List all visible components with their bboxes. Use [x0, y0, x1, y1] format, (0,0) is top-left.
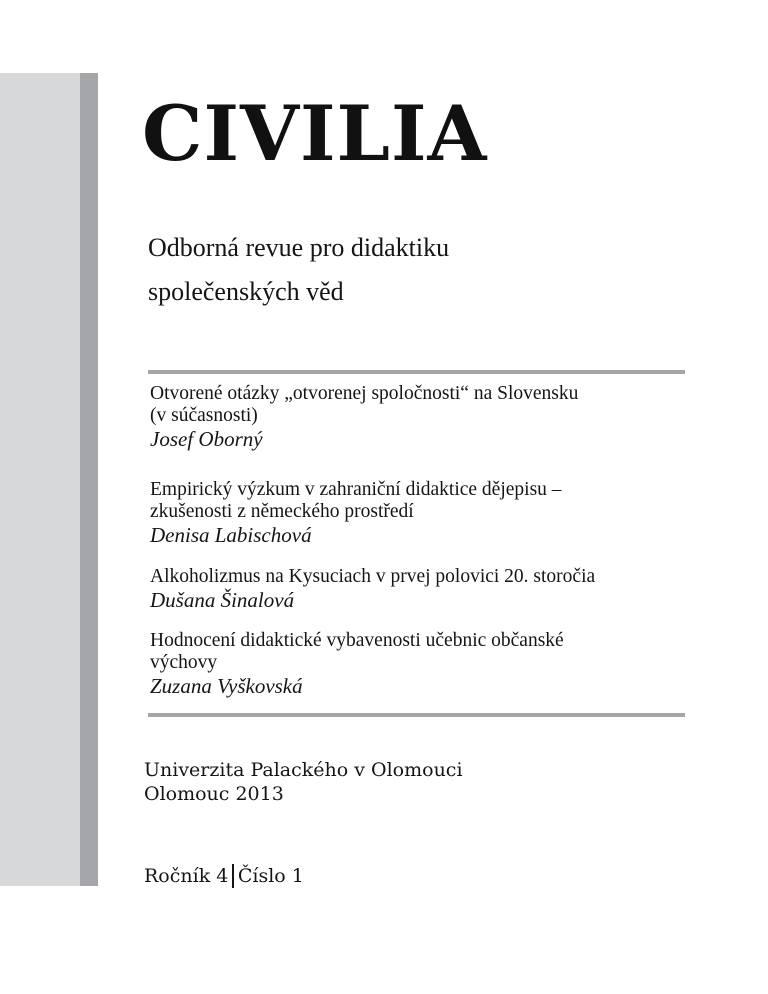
journal-subtitle-line: Odborná revue pro didaktiku — [148, 233, 450, 262]
article-author: Josef Oborný — [150, 427, 263, 451]
article-title: (v súčasnosti) — [150, 405, 258, 426]
article-title: výchovy — [150, 652, 218, 673]
article-title: zkušenosti z německého prostředí — [150, 501, 414, 522]
article-title: Alkoholizmus na Kysuciach v prvej polovici 20. storočia — [150, 566, 596, 587]
issue-number: Číslo 1 — [237, 865, 304, 887]
publisher-place-year: Olomouc 2013 — [144, 783, 284, 805]
issue-info — [144, 864, 304, 888]
issue-volume: Ročník 4 — [144, 865, 229, 887]
journal-title: CIVILIA — [142, 89, 488, 178]
contents-top-rule — [148, 370, 685, 374]
article-entry — [150, 479, 685, 548]
contents-bottom-rule — [148, 713, 685, 717]
article-title: Otvorené otázky „otvorenej spoločnosti“ na Slovensku — [150, 383, 579, 404]
article-author: Denisa Labischová — [150, 523, 312, 547]
article-entry — [150, 566, 685, 613]
article-entry — [150, 383, 685, 452]
article-author: Zuzana Vyškovská — [150, 674, 303, 698]
publisher-name: Univerzita Palackého v Olomouci — [144, 759, 463, 781]
article-title: Empirický výzkum v zahraniční didaktice dějepisu – — [150, 479, 562, 500]
article-title: Hodnocení didaktické vybavenosti učebnic občanské — [150, 630, 564, 651]
issue-separator — [232, 864, 234, 888]
article-entry — [150, 630, 685, 699]
journal-subtitle — [148, 226, 668, 314]
article-author: Dušana Šinalová — [150, 588, 295, 612]
publisher-block — [144, 758, 463, 806]
cover-side-panel — [0, 73, 80, 886]
cover-side-stripe — [80, 73, 98, 886]
journal-subtitle-line: společenských věd — [148, 277, 344, 306]
